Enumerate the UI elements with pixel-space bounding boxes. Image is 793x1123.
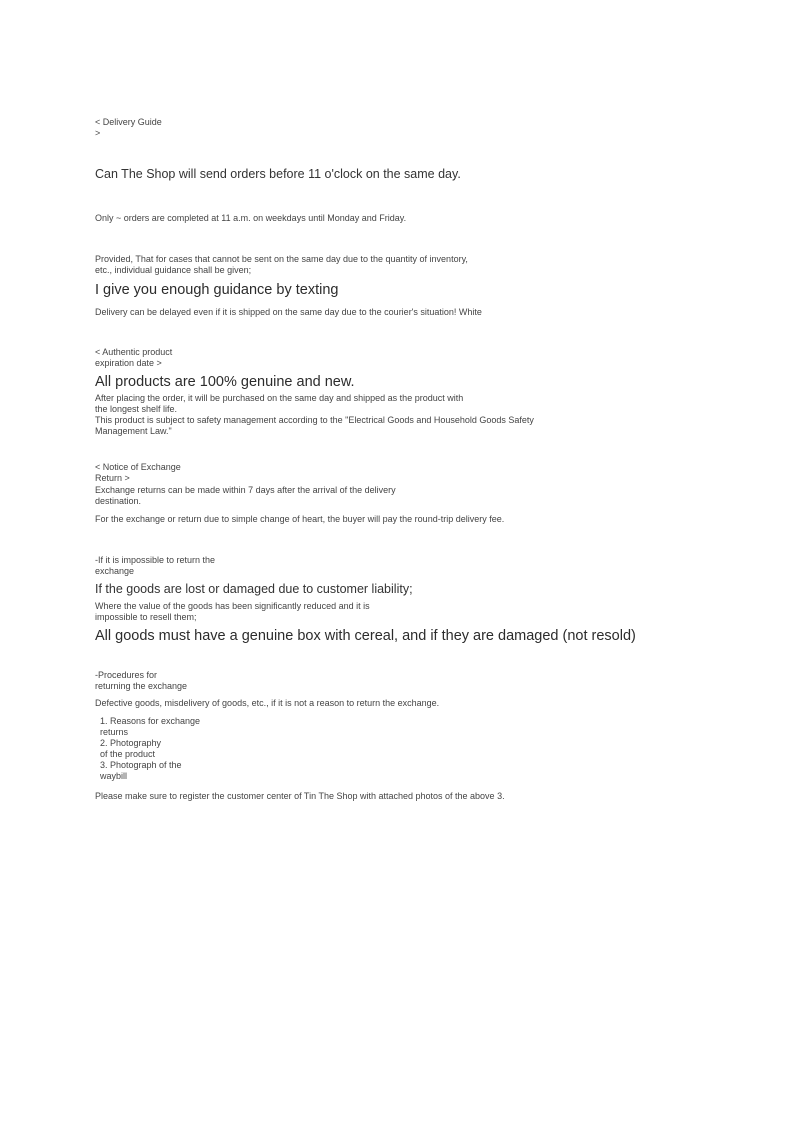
- authentic-product-heading: < Authentic product expiration date >: [95, 347, 173, 368]
- impossible-return-heading: -If it is impossible to return the exchange: [95, 555, 216, 576]
- exchange-return-heading: < Notice of Exchange Return >: [95, 462, 181, 483]
- register-customer-center-text: Please make sure to register the customer center of Tin The Shop with attached photos of the above 3.: [95, 791, 505, 801]
- same-day-question: Can The Shop will send orders before 11 o'clock on the same day.: [95, 167, 461, 181]
- delivery-fee-text: For the exchange or return due to simple change of heart, the buyer will pay the round-trip delivery fee.: [95, 514, 505, 524]
- genuine-box-text: All goods must have a genuine box with cereal, and if they are damaged (not resold): [95, 628, 636, 644]
- genuine-products-text: All products are 100% genuine and new.: [95, 374, 355, 390]
- weekday-cutoff-text: Only ~ orders are completed at 11 a.m. on weekdays until Monday and Friday.: [95, 213, 407, 223]
- courier-delay-text: Delivery can be delayed even if it is shipped on the same day due to the courier's situation! White: [95, 307, 482, 317]
- value-reduced-text: Where the value of the goods has been significantly reduced and it is impossible to resell them;: [95, 601, 370, 622]
- defective-goods-text: Defective goods, misdelivery of goods, etc., if it is not a reason to return the exchange.: [95, 698, 440, 708]
- shelf-life-safety-text: After placing the order, it will be purchased on the same day and shipped as the product with the longest shelf life. This product is subject to safety management according to the "Electrical Goods and Household Goods Safety Management Law.": [95, 393, 534, 436]
- inventory-proviso-text: Provided, That for cases that cannot be sent on the same day due to the quantity of inventory, etc., individual guidance shall be given;: [95, 254, 468, 275]
- texting-guidance-text: I give you enough guidance by texting: [95, 282, 339, 298]
- seven-day-return-text: Exchange returns can be made within 7 days after the arrival of the delivery destination.: [95, 485, 396, 506]
- customer-liability-text: If the goods are lost or damaged due to customer liability;: [95, 582, 413, 596]
- delivery-guide-heading: < Delivery Guide >: [95, 117, 162, 138]
- return-procedure-heading: -Procedures for returning the exchange: [95, 670, 188, 691]
- procedure-steps-list: 1. Reasons for exchange returns 2. Photography of the product 3. Photograph of the waybill: [100, 716, 201, 781]
